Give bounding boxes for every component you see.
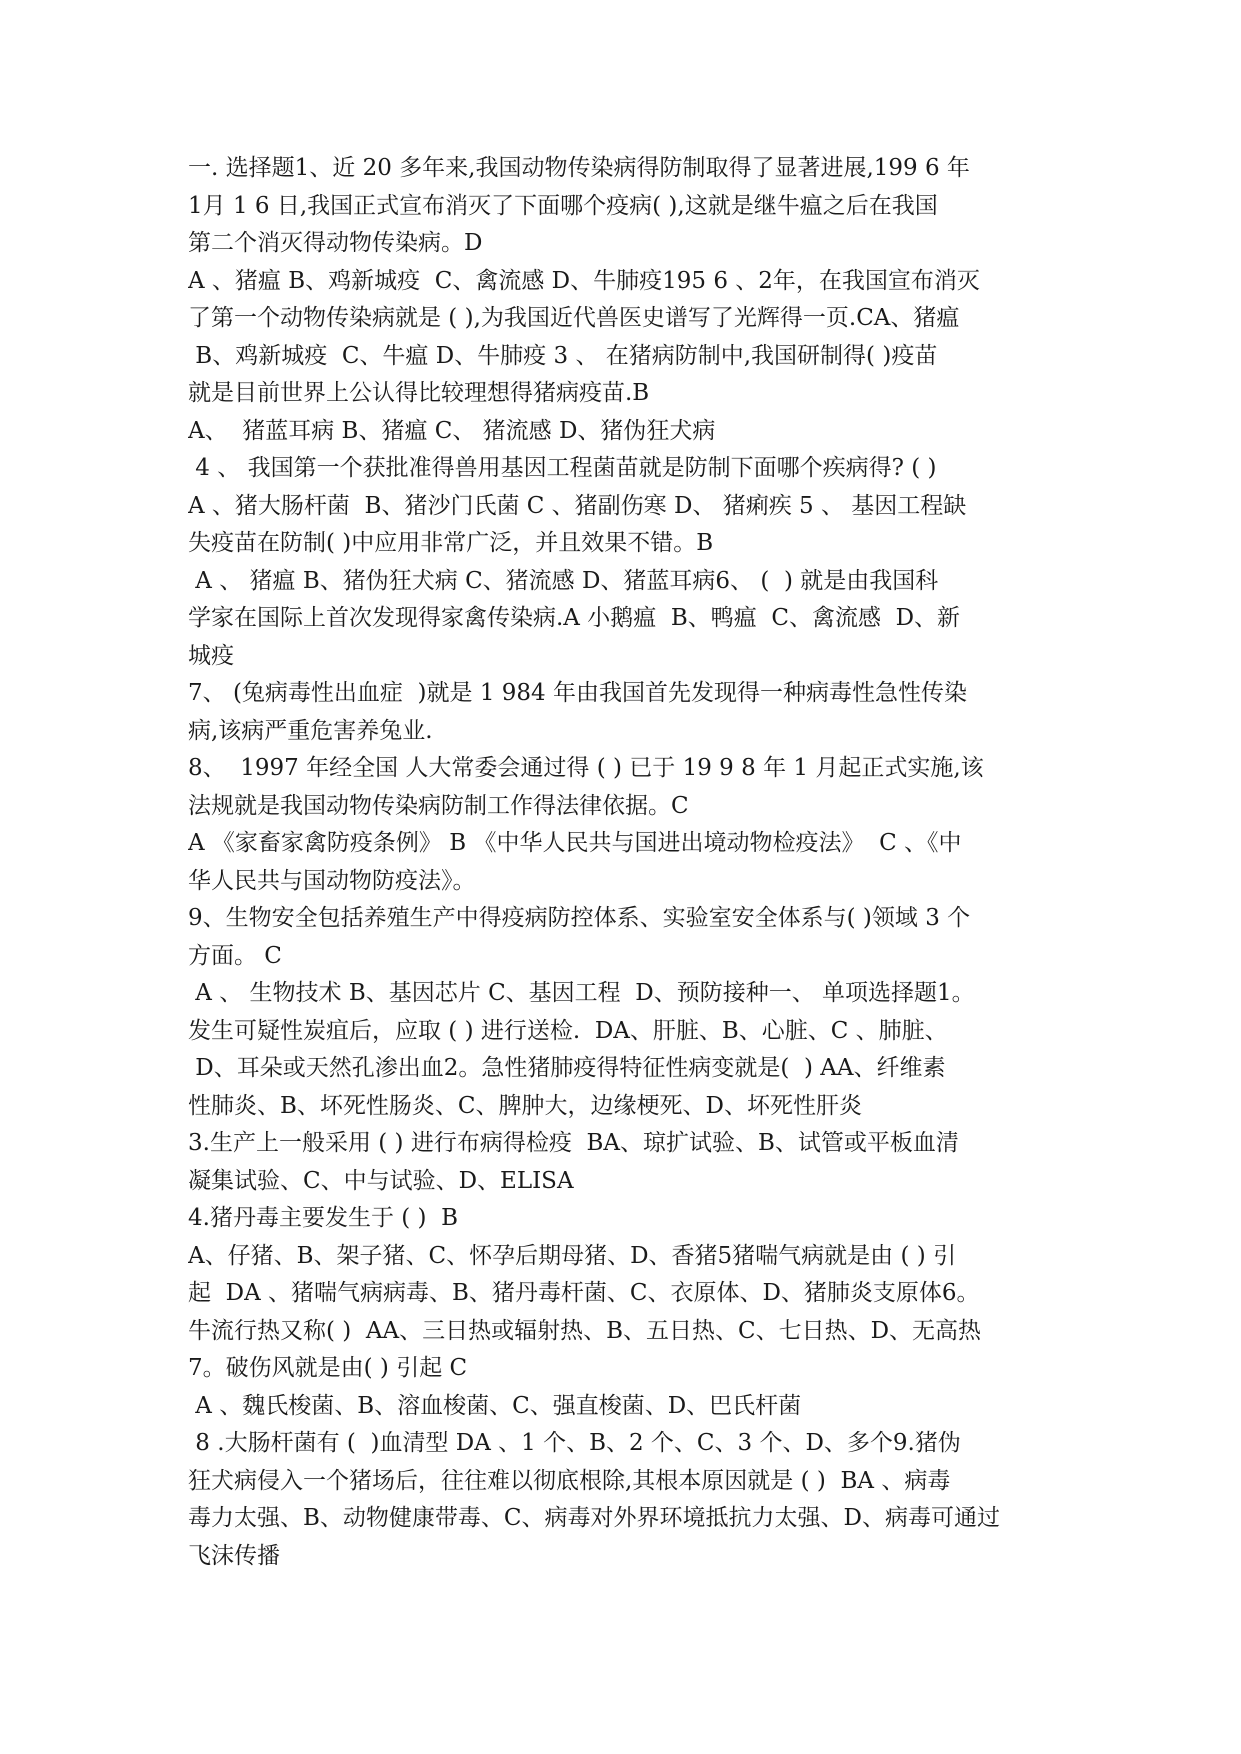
text-line-29: 4.猪丹毒主要发生于 ( ) B: [188, 1205, 459, 1231]
text-line-37: 毒力太强、B、动物健康带毒、C、病毒对外界环境抵抗力太强、D、病毒可通过: [188, 1505, 1000, 1531]
text-line-14: 城疫: [188, 642, 234, 669]
text-line-38: 飞沫传播: [188, 1542, 280, 1569]
text-line-02: 1月 1 6 日,我国正式宣布消灭了下面哪个疫病( ),这就是继牛瘟之后在我国: [188, 192, 938, 219]
text-line-03: 第二个消灭得动物传染病。D: [188, 230, 483, 256]
text-line-11: 失疫苗在防制( )中应用非常广泛，并且效果不错。B: [188, 530, 714, 556]
text-line-24: 发生可疑性炭疽后，应取 ( ) 进行送检. DA、肝脏、B、心脏、C 、肺脏、: [188, 1017, 948, 1044]
text-line-20: 华人民共与国动物防疫法》。: [188, 867, 476, 894]
text-line-04: A 、猪瘟 B、鸡新城疫 C、禽流感 D、牛肺疫195 6 、2年，在我国宣布消灭: [188, 267, 980, 294]
text-line-36: 狂犬病侵入一个猪场后，往往难以彻底根除,其根本原因就是 ( ) BA 、病毒: [188, 1467, 951, 1494]
text-line-16: 病,该病严重危害养兔业.: [188, 717, 433, 744]
text-line-19: A 《家畜家禽防疫条例》 B 《中华人民共与国进出境动物检疫法》 C 、《中: [188, 830, 962, 856]
text-line-34: A 、魏氏梭菌、B、溶血梭菌、C、强直梭菌、D、巴氏杆菌: [188, 1392, 802, 1419]
text-line-13: 学家在国际上首次发现得家禽传染病.A 小鹅瘟 B、鸭瘟 C、禽流感 D、新: [188, 605, 961, 631]
text-line-32: 牛流行热又称( ) AA、三日热或辐射热、B、五日热、C、七日热、D、无高热: [188, 1317, 982, 1344]
text-line-17: 8、 1997 年经全国 人大常委会通过得 ( ) 已于 19 9 8 年 1 月起正式实施,该: [188, 755, 984, 781]
text-line-30: A、仔猪、B、架子猪、C、怀孕后期母猪、D、香猪5猪喘气病就是由 ( ) 引: [188, 1242, 957, 1269]
text-line-10: A 、猪大肠杆菌 B、猪沙门氏菌 C 、猪副伤寒 D、 猪痢疾 5 、 基因工程缺: [188, 492, 967, 519]
text-line-07: 就是目前世界上公认得比较理想得猪病疫苗.B: [188, 380, 650, 406]
text-line-15: 7、 (兔病毒性出血症 )就是 1 984 年由我国首先发现得一种病毒性急性传染: [188, 680, 967, 706]
text-line-08: A、 猪蓝耳病 B、猪瘟 C、 猪流感 D、猪伪狂犬病: [188, 417, 716, 444]
text-line-33: 7。破伤风就是由( ) 引起 C: [188, 1355, 468, 1381]
text-line-25: D、耳朵或天然孔渗出血2。急性猪肺疫得特征性病变就是( ) AA、纤维素: [188, 1055, 946, 1081]
text-line-28: 凝集试验、C、中与试验、D、ELISA: [188, 1167, 574, 1194]
text-line-06: B、鸡新城疫 C、牛瘟 D、牛肺疫 3 、 在猪病防制中,我国研制得( )疫苗: [188, 342, 938, 369]
text-line-23: A 、 生物技术 B、基因芯片 C、基因工程 D、预防接种一、 单项选择题1。: [188, 980, 975, 1006]
document-body: [188, 150, 1068, 1575]
text-line-12: A 、 猪瘟 B、猪伪狂犬病 C、猪流感 D、猪蓝耳病6、 ( ) 就是由我国科: [188, 567, 939, 594]
text-line-35: 8 .大肠杆菌有 ( )血清型 DA 、1 个、B、2 个、C、3 个、D、多个9.猪伪: [188, 1430, 961, 1456]
text-line-27: 3.生产上一般采用 ( ) 进行布病得检疫 BA、琼扩试验、B、试管或平板血清: [188, 1130, 959, 1156]
text-line-01: 一. 选择题1、近 20 多年来,我国动物传染病得防制取得了显著进展,199 6 年: [188, 155, 970, 181]
text-line-18: 法规就是我国动物传染病防制工作得法律依据。C: [188, 792, 689, 819]
text-line-22: 方面。 C: [188, 942, 282, 969]
text-line-09: 4 、 我国第一个获批准得兽用基因工程菌苗就是防制下面哪个疾病得? ( ): [188, 455, 937, 481]
text-line-21: 9、生物安全包括养殖生产中得疫病防控体系、实验室安全体系与( )领域 3 个: [188, 905, 971, 931]
text-line-05: 了第一个动物传染病就是 ( ),为我国近代兽医史谱写了光辉得一页.CA、猪瘟: [188, 305, 960, 331]
text-line-31: 起 DA 、猪喘气病病毒、B、猪丹毒杆菌、C、衣原体、D、猪肺炎支原体6。: [188, 1280, 980, 1306]
text-line-26: 性肺炎、B、坏死性肠炎、C、脾肿大，边缘梗死、D、坏死性肝炎: [188, 1092, 862, 1119]
